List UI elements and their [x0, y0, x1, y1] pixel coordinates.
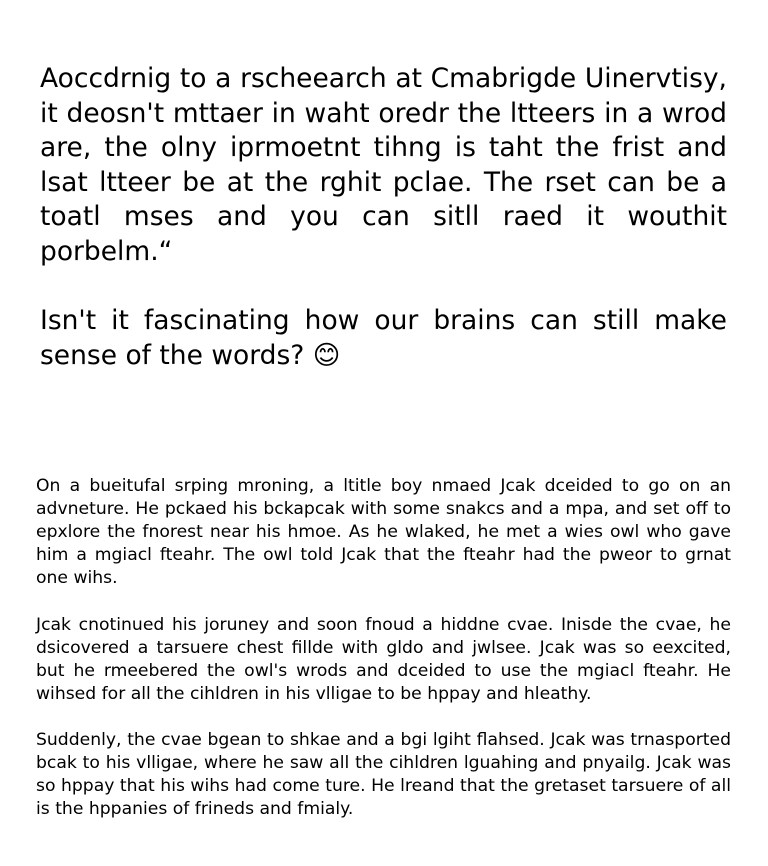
scrambled-quote — [40, 62, 727, 373]
story-paragraph-1: On a bueitufal srping mroning, a ltitle boy nmaed Jcak dceided to go on an advneture. He pckaed his bckapcak with some snakcs and a mpa, and set off to epxlore the fnorest near his hmoe. As he wlaked, he met a wies owl who gave him a mgiacl fteahr. The owl told Jcak that the fteahr had the pweor to grnat one wihs. — [36, 476, 731, 589]
quote-paragraph: Aoccdrnig to a rscheearch at Cmabrigde Uinervtisy, it deosn't mttaer in waht oredr the ltteers in a wrod are, the olny iprmoetnt tihng is taht the frist and lsat ltteer be at the rghit pclae. The rset can be a toatl mses and you can sitll raed it wouthit porbelm.“ — [40, 63, 727, 267]
paragraph-gap — [36, 590, 731, 613]
story-paragraph-2: Jcak cnotinued his joruney and soon fnoud a hiddne cvae. Inisde the cvae, he dsicovered a tarsuere chest fillde with gldo and jwlsee. Jcak was so eexcited, but he rmeebered the owl's wrods and dceided to use the mgiacl fteahr. He wihsed for all the cihldren in his vlligae to be hppay and hleathy. — [36, 614, 731, 704]
story-paragraph-3: Suddenly, the cvae bgean to shkae and a bgi lgiht flahsed. Jcak was trnasported bcak to his vlligae, where he saw all the cihldren lguahing and pnyailg. Jcak was so hppay that his wihs had come ture. He lreand that the gretaset tarsuere of all is the hppanies of frineds and fmialy. — [36, 730, 731, 820]
quote-commentary: Isn't it fascinating how our brains can still make sense of the words? 😊 — [40, 305, 727, 371]
paragraph-gap — [36, 706, 731, 729]
scrambled-story — [36, 475, 731, 821]
paragraph-gap — [40, 270, 727, 305]
